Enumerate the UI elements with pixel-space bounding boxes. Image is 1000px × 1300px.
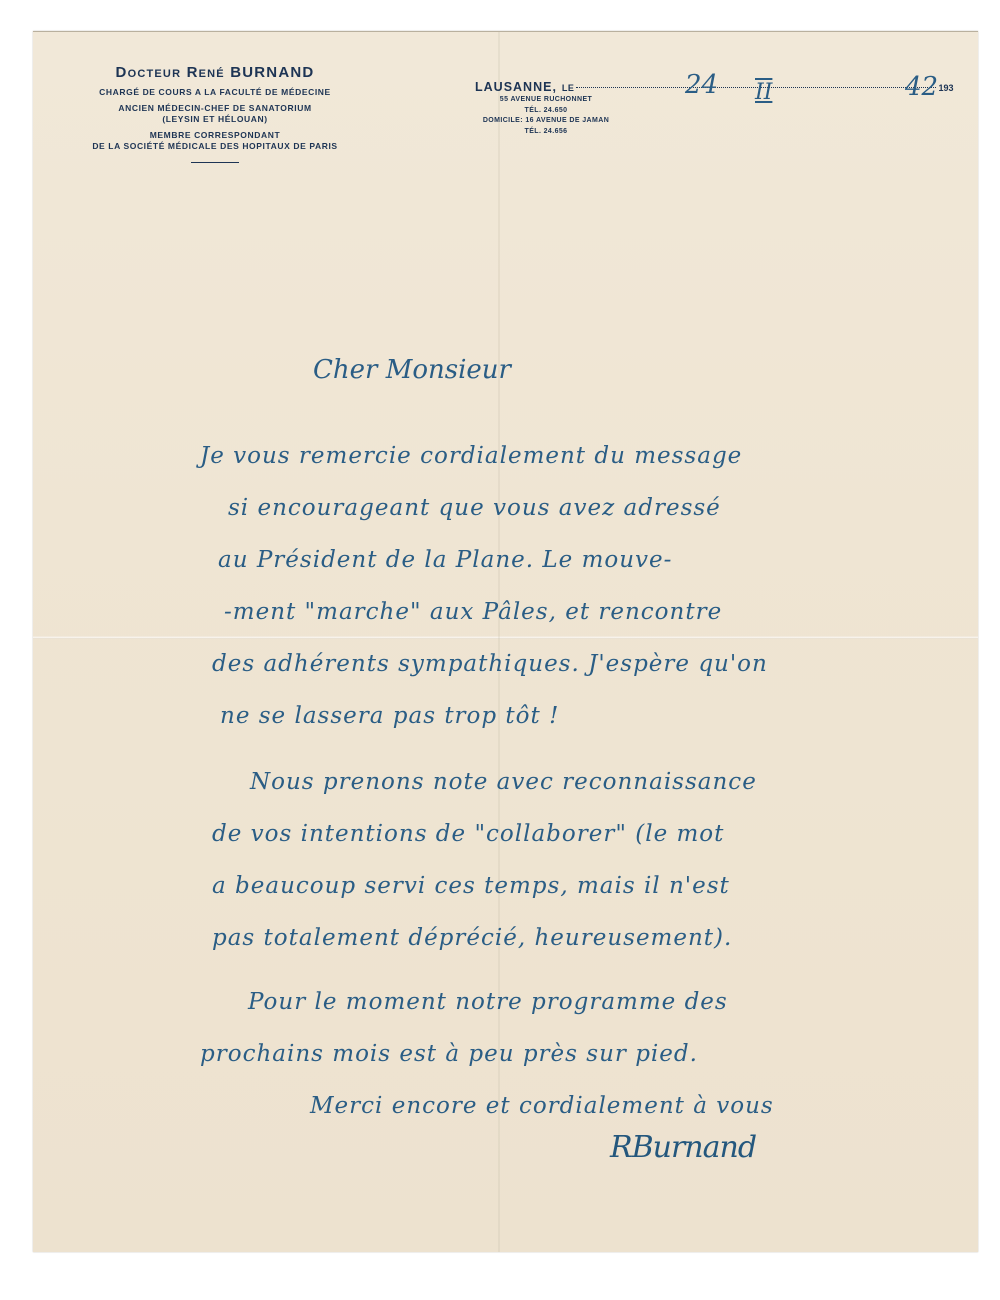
letter-line: Nous prenons note avec reconnaissance: [250, 769, 757, 795]
letterhead-line: MEMBRE CORRESPONDANT: [149, 129, 281, 140]
address-line: DOMICILE: 16 AVENUE DE JAMAN: [482, 117, 610, 124]
letterhead-line: CHARGÉ DE COURS A LA FACULTÉ DE MÉDECINE: [99, 87, 331, 97]
address-line: 55 AVENUE RUCHONNET: [499, 96, 593, 103]
date-prefix: LE: [561, 83, 575, 93]
letter-line: de vos intentions de "collaborer" (le mot: [212, 821, 725, 847]
salutation: Cher Monsieur: [313, 355, 511, 385]
address-line: TÉL. 24.656: [524, 127, 568, 135]
letter-line: pas totalement déprécié, heureusement).: [212, 925, 733, 951]
letter-line: -ment "marche" aux Pâles, et rencontre: [224, 599, 723, 625]
letter-line: a beaucoup servi ces temps, mais il n'est: [212, 873, 730, 899]
letter-body: [200, 430, 860, 1132]
letterhead-line: (LEYSIN ET HÉLOUAN): [162, 114, 268, 124]
letter-line: des adhérents sympathiques. J'espère qu'on: [212, 651, 768, 677]
letterhead-city: LAUSANNE,: [475, 80, 557, 94]
address-line: TÉL. 24.650: [524, 106, 568, 114]
letterhead-divider: [191, 162, 239, 163]
year-prefix: 193: [938, 83, 954, 93]
letter-line: Je vous remercie cordialement du message: [200, 443, 743, 469]
letterhead-line: ANCIEN MÉDECIN-CHEF DE SANATORIUM: [118, 102, 312, 113]
handwritten-day: 24: [685, 70, 719, 100]
letterhead-line: DE LA SOCIÉTÉ MÉDICALE DES HOPITAUX DE PARIS: [92, 141, 338, 151]
letterhead-left: [70, 64, 360, 163]
letterhead-name: Docteur René BURNAND: [115, 64, 315, 81]
letter-line: prochains mois est à peu près sur pied.: [200, 1041, 698, 1067]
handwritten-year: 42: [905, 72, 939, 102]
handwritten-month: II: [755, 80, 773, 105]
letterhead-address: [471, 95, 621, 137]
letter-line: ne se lassera pas trop tôt !: [220, 703, 560, 729]
letter-line: au Président de la Plane. Le mouve-: [218, 547, 673, 573]
letter-line: Merci encore et cordialement à vous: [310, 1093, 774, 1119]
letter-line: si encourageant que vous avez adressé: [228, 495, 721, 521]
letter-line: Pour le moment notre programme des: [248, 989, 728, 1015]
signature: RBurnand: [610, 1130, 757, 1165]
